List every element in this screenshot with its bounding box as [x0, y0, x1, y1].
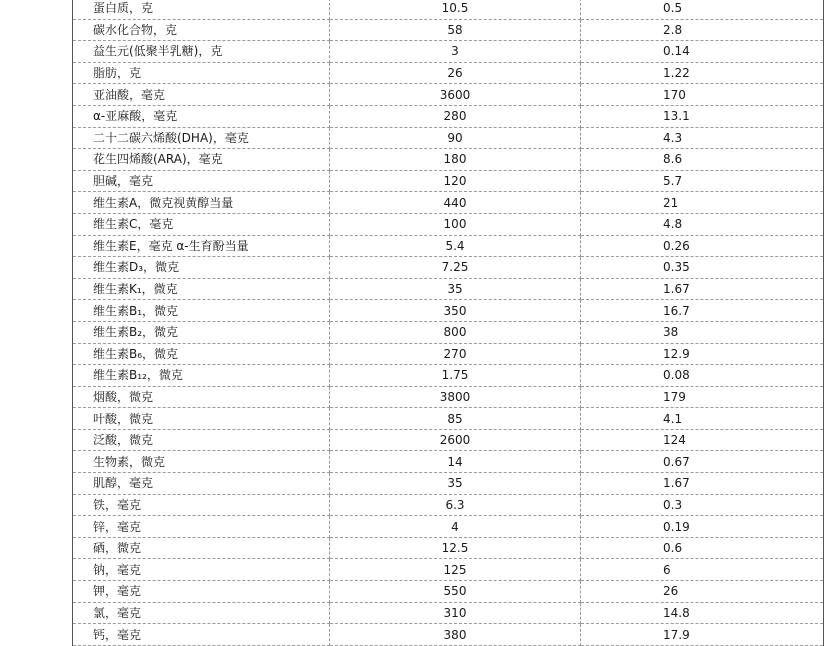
- nutrient-name: 维生素B₂，微克: [73, 321, 330, 343]
- nutrition-table-body: [73, 0, 824, 645]
- value-per-100g: 270: [330, 343, 581, 365]
- nutrient-name: α-亚麻酸，毫克: [73, 105, 330, 127]
- nutrient-name: 亚油酸，毫克: [73, 84, 330, 106]
- value-per-100g: 3: [330, 41, 581, 63]
- value-per-100kj: 0.19: [581, 516, 824, 538]
- table-row: [73, 581, 824, 603]
- value-per-100g: 26: [330, 62, 581, 84]
- nutrient-name: 蛋白质，克: [73, 0, 330, 19]
- nutrient-name: 维生素B₁₂，微克: [73, 365, 330, 387]
- value-per-100kj: 14.8: [581, 602, 824, 624]
- value-per-100kj: 17.9: [581, 624, 824, 646]
- value-per-100kj: 0.26: [581, 235, 824, 257]
- value-per-100kj: 0.5: [581, 0, 824, 19]
- value-per-100g: 440: [330, 192, 581, 214]
- nutrient-name: 泛酸，微克: [73, 429, 330, 451]
- table-row: [73, 473, 824, 495]
- value-per-100kj: 38: [581, 321, 824, 343]
- value-per-100g: 7.25: [330, 257, 581, 279]
- table-row: [73, 62, 824, 84]
- value-per-100g: 10.5: [330, 0, 581, 19]
- table-row: [73, 235, 824, 257]
- nutrient-name: 维生素K₁，微克: [73, 278, 330, 300]
- nutrient-name: 益生元(低聚半乳糖)，克: [73, 41, 330, 63]
- nutrient-name: 碳水化合物，克: [73, 19, 330, 41]
- table-row: [73, 408, 824, 430]
- value-per-100g: 550: [330, 581, 581, 603]
- value-per-100g: 125: [330, 559, 581, 581]
- value-per-100g: 14: [330, 451, 581, 473]
- nutrient-name: 花生四烯酸(ARA)，毫克: [73, 149, 330, 171]
- value-per-100kj: 170: [581, 84, 824, 106]
- value-per-100kj: 1.67: [581, 278, 824, 300]
- value-per-100g: 800: [330, 321, 581, 343]
- table-row: [73, 386, 824, 408]
- value-per-100kj: 13.1: [581, 105, 824, 127]
- nutrient-name: 铁，毫克: [73, 494, 330, 516]
- value-per-100g: 4: [330, 516, 581, 538]
- nutrient-name: 钾，毫克: [73, 581, 330, 603]
- nutrient-name: 生物素，微克: [73, 451, 330, 473]
- value-per-100kj: 26: [581, 581, 824, 603]
- value-per-100g: 280: [330, 105, 581, 127]
- value-per-100kj: 12.9: [581, 343, 824, 365]
- nutrient-name: 叶酸，微克: [73, 408, 330, 430]
- table-row: [73, 213, 824, 235]
- nutrient-name: 维生素B₆，微克: [73, 343, 330, 365]
- value-per-100kj: 1.22: [581, 62, 824, 84]
- table-row: [73, 84, 824, 106]
- value-per-100kj: 16.7: [581, 300, 824, 322]
- nutrient-name: 锌，毫克: [73, 516, 330, 538]
- value-per-100kj: 1.67: [581, 473, 824, 495]
- value-per-100g: 85: [330, 408, 581, 430]
- table-row: [73, 105, 824, 127]
- value-per-100kj: 179: [581, 386, 824, 408]
- nutrient-name: 钙，毫克: [73, 624, 330, 646]
- table-row: [73, 19, 824, 41]
- nutrient-name: 硒，微克: [73, 537, 330, 559]
- value-per-100g: 2600: [330, 429, 581, 451]
- value-per-100kj: 0.3: [581, 494, 824, 516]
- value-per-100g: 90: [330, 127, 581, 149]
- table-row: [73, 0, 824, 19]
- value-per-100kj: 0.67: [581, 451, 824, 473]
- value-per-100kj: 4.3: [581, 127, 824, 149]
- table-row: [73, 278, 824, 300]
- nutrient-name: 维生素C，毫克: [73, 213, 330, 235]
- value-per-100kj: 4.1: [581, 408, 824, 430]
- table-row: [73, 127, 824, 149]
- value-per-100g: 3600: [330, 84, 581, 106]
- table-row: [73, 257, 824, 279]
- table-row: [73, 41, 824, 63]
- table-row: [73, 321, 824, 343]
- nutrient-name: 维生素A，微克视黄醇当量: [73, 192, 330, 214]
- table-row: [73, 451, 824, 473]
- value-per-100g: 58: [330, 19, 581, 41]
- table-row: [73, 300, 824, 322]
- nutrient-name: 钠，毫克: [73, 559, 330, 581]
- value-per-100g: 310: [330, 602, 581, 624]
- table-row: [73, 537, 824, 559]
- nutrient-name: 肌醇，毫克: [73, 473, 330, 495]
- table-row: [73, 170, 824, 192]
- nutrient-name: 二十二碳六烯酸(DHA)，毫克: [73, 127, 330, 149]
- value-per-100g: 6.3: [330, 494, 581, 516]
- table-row: [73, 343, 824, 365]
- value-per-100kj: 0.14: [581, 41, 824, 63]
- nutrient-name: 维生素D₃，微克: [73, 257, 330, 279]
- value-per-100kj: 6: [581, 559, 824, 581]
- value-per-100g: 5.4: [330, 235, 581, 257]
- value-per-100kj: 0.35: [581, 257, 824, 279]
- table-row: [73, 559, 824, 581]
- table-row: [73, 516, 824, 538]
- value-per-100kj: 0.6: [581, 537, 824, 559]
- value-per-100g: 120: [330, 170, 581, 192]
- table-row: [73, 192, 824, 214]
- value-per-100g: 1.75: [330, 365, 581, 387]
- value-per-100kj: 21: [581, 192, 824, 214]
- nutrient-name: 氯，毫克: [73, 602, 330, 624]
- nutrient-name: 烟酸，微克: [73, 386, 330, 408]
- value-per-100kj: 124: [581, 429, 824, 451]
- nutrition-table: [72, 0, 824, 646]
- value-per-100kj: 5.7: [581, 170, 824, 192]
- table-row: [73, 429, 824, 451]
- value-per-100kj: 4.8: [581, 213, 824, 235]
- table-row: [73, 365, 824, 387]
- table-row: [73, 494, 824, 516]
- value-per-100g: 3800: [330, 386, 581, 408]
- table-row: [73, 602, 824, 624]
- nutrition-table-container: [72, 0, 718, 646]
- value-per-100kj: 0.08: [581, 365, 824, 387]
- table-row: [73, 624, 824, 646]
- value-per-100g: 350: [330, 300, 581, 322]
- value-per-100kj: 8.6: [581, 149, 824, 171]
- value-per-100g: 380: [330, 624, 581, 646]
- nutrient-name: 脂肪，克: [73, 62, 330, 84]
- value-per-100g: 12.5: [330, 537, 581, 559]
- nutrient-name: 胆碱，毫克: [73, 170, 330, 192]
- nutrient-name: 维生素E，毫克 α-生育酚当量: [73, 235, 330, 257]
- value-per-100kj: 2.8: [581, 19, 824, 41]
- value-per-100g: 35: [330, 473, 581, 495]
- nutrient-name: 维生素B₁，微克: [73, 300, 330, 322]
- value-per-100g: 35: [330, 278, 581, 300]
- value-per-100g: 100: [330, 213, 581, 235]
- value-per-100g: 180: [330, 149, 581, 171]
- table-row: [73, 149, 824, 171]
